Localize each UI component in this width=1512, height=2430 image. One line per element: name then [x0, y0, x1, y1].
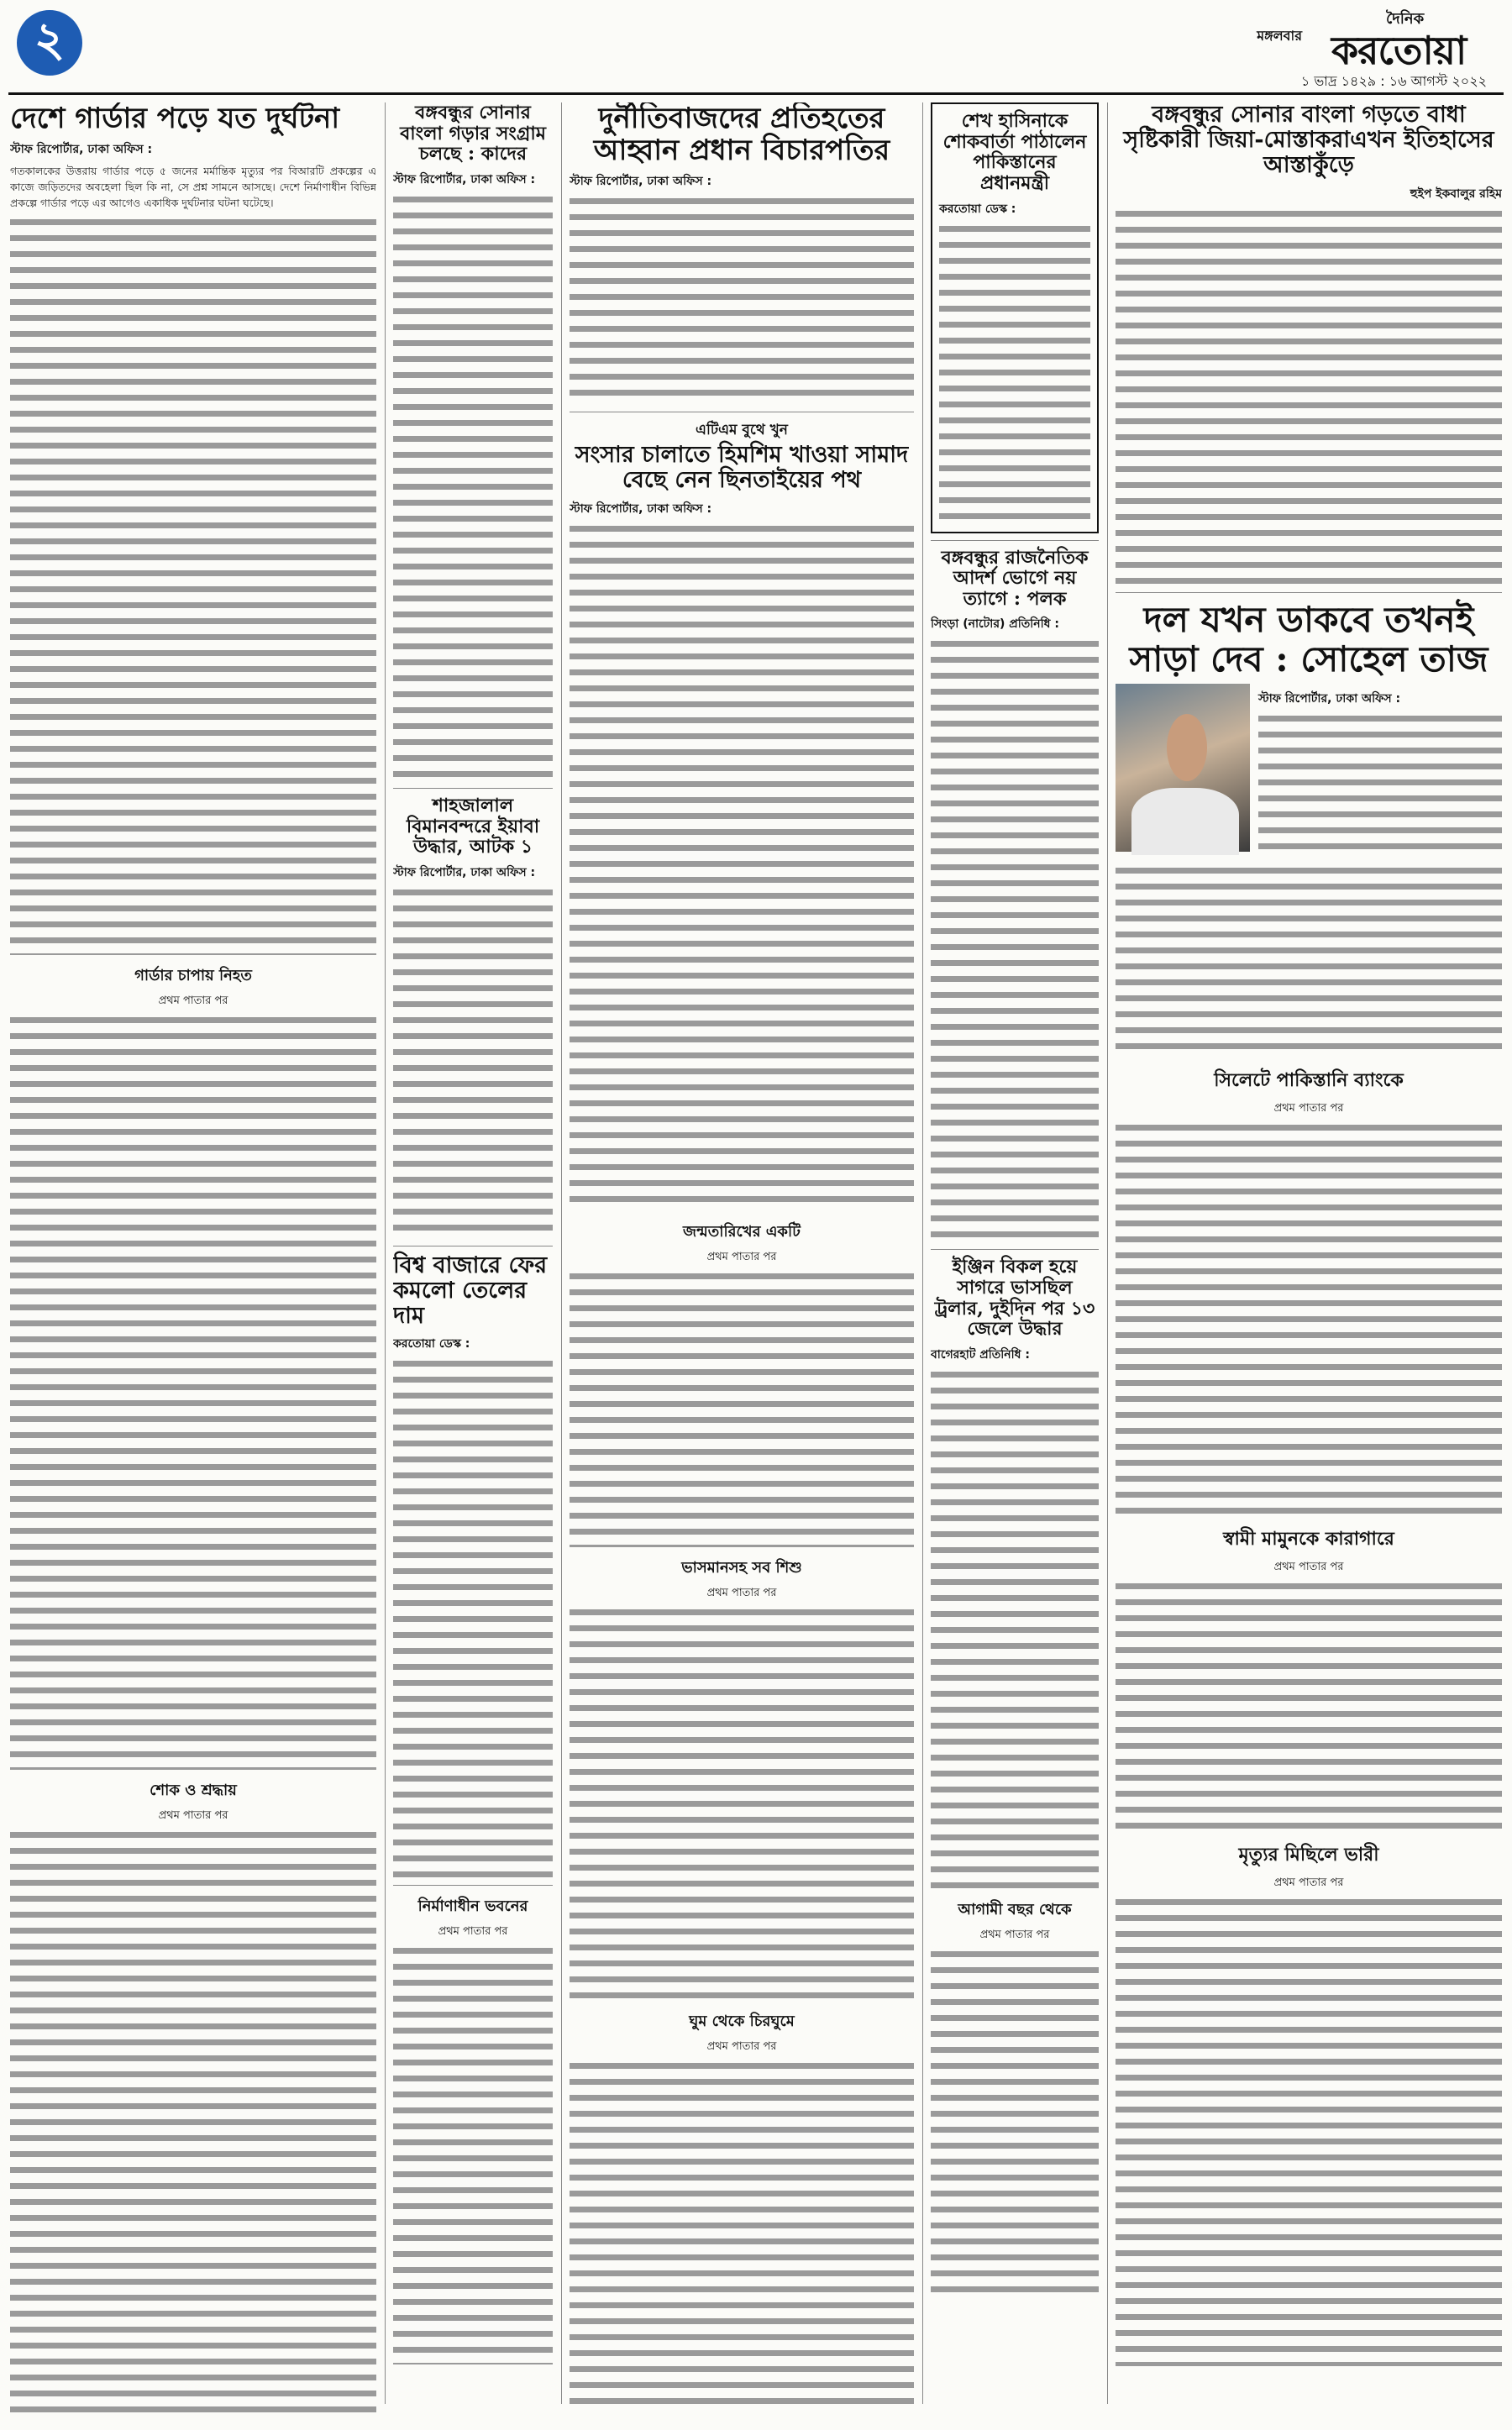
subhead: ঘুম থেকে চিরঘুমে — [689, 2012, 795, 2030]
column-rule — [922, 102, 923, 2404]
subhead: সিলেটে পাকিস্তানি ব্যাংকে — [1214, 1068, 1404, 1091]
article-birth-reg — [570, 1220, 914, 1547]
byline: স্টাফ রিপোর্টার, ঢাকা অফিস : — [570, 175, 712, 189]
subhead: স্বামী মামুনকে কারাগারে — [1223, 1527, 1394, 1550]
column-3 — [570, 102, 914, 2412]
subhead: শোক ও শ্রদ্ধায় — [150, 1782, 237, 1800]
headline: বঙ্গবন্ধুর সোনার বাংলা গড়ার সংগ্রাম চলছে : কাদের — [400, 102, 546, 165]
separator — [1116, 592, 1502, 593]
masthead — [0, 0, 1512, 97]
headline: দেশে গার্ডার পড়ে যত দুর্ঘটনা — [10, 102, 340, 135]
column-4 — [931, 102, 1099, 2412]
headline: বিশ্ব বাজারে ফের কমলো তেলের দাম — [393, 1252, 548, 1330]
byline: বাগেরহাট প্রতিনিধি : — [931, 1347, 1030, 1362]
headline: শাহজালাল বিমানবন্দরে ইয়াবা উদ্ধার, আটক ১ — [406, 794, 540, 858]
article-procession — [1116, 1840, 1502, 2366]
separator — [393, 1885, 553, 1886]
article-body-text — [393, 1357, 553, 1878]
article-body-text — [570, 1606, 914, 2001]
column-rule — [385, 102, 386, 2404]
continuation-label: প্রথম পাতার পর — [706, 2039, 777, 2053]
article-palak — [931, 548, 1099, 1243]
article-children — [570, 1556, 914, 2001]
headline: বঙ্গবন্ধুর রাজনৈতিক আদর্শ ভোগে নয় ত্যাগে : পলক — [941, 546, 1089, 610]
article-body-text — [931, 638, 1099, 1242]
article-yaba — [393, 795, 553, 1239]
article-body-text — [1116, 1121, 1502, 1516]
article-oil — [393, 1253, 553, 1879]
subhead: আগামী বছর থেকে — [958, 1900, 1072, 1918]
article-body-text — [10, 1829, 376, 2412]
separator — [931, 540, 1099, 541]
article-body-text — [570, 2060, 914, 2412]
article-body-text — [931, 1948, 1099, 2301]
continuation-label: প্রথম পাতার পর — [1273, 1876, 1344, 1889]
column-rule — [1107, 102, 1108, 2404]
article-next-year — [931, 1897, 1099, 2301]
subhead: জন্মতারিখের একটি — [683, 1222, 801, 1241]
article-pakistan-pm — [931, 102, 1099, 533]
headline: সংসার চালাতে হিমশিম খাওয়া সামাদ বেছে নেন ছিনতাইয়ের পথ — [575, 442, 909, 494]
byline: স্টাফ রিপোর্টার, ঢাকা অফিস : — [1258, 691, 1401, 706]
day-label: মঙ্গলবার — [1257, 28, 1302, 44]
headline: দুর্নীতিবাজদের প্রতিহতের আহ্বান প্রধান বিচারপতির — [593, 102, 890, 168]
article-body-text — [10, 216, 376, 955]
article-trawler — [931, 1257, 1099, 1889]
article-body-text — [570, 522, 914, 1211]
byline: স্টাফ রিপোর্টার, ঢাকা অফিস : — [393, 865, 536, 879]
article-husband — [1116, 1525, 1502, 1832]
column-rule — [561, 102, 562, 2404]
continuation-label: প্রথম পাতার পর — [979, 1928, 1050, 1941]
article-body-text — [10, 1014, 376, 1770]
article-body-text — [393, 193, 553, 781]
continuation-label: প্রথম পাতার পর — [438, 1925, 508, 1939]
continuation-label: প্রথম পাতার পর — [1273, 1101, 1344, 1115]
article-body-text — [931, 1368, 1099, 1889]
subhead: নির্মাণাধীন ভবনের — [417, 1897, 528, 1916]
column-2 — [393, 102, 553, 2412]
article-guard-rail — [10, 102, 376, 2412]
article-bangabandhu-kader — [393, 102, 553, 781]
subhead: গার্ডার চাপায় নিহত — [134, 967, 252, 985]
article-body-text — [1116, 864, 1502, 1058]
separator — [931, 1249, 1099, 1250]
article-body-text — [393, 1945, 553, 2364]
continuation-label: প্রথম পাতার পর — [158, 1809, 228, 1823]
kicker: এটিএম বুথে খুন — [696, 422, 788, 439]
article-body-text — [393, 886, 553, 1239]
article-body-text — [1116, 1896, 1502, 2366]
masthead-rule — [8, 92, 1504, 95]
byline: স্টাফ রিপোর্টার, ঢাকা অফিস : — [10, 143, 153, 157]
article-corruption — [570, 102, 914, 405]
article-body-text — [1116, 207, 1502, 585]
article-zia — [1116, 102, 1502, 585]
subhead: মৃত্যুর মিছিলে ভারী — [1238, 1843, 1379, 1866]
byline: সিংড়া (নাটোর) প্রতিনিধি : — [931, 617, 1059, 632]
headline: শেখ হাসিনাকে শোকবার্তা পাঠালেন পাকিস্তানের প্রধানমন্ত্রী — [942, 110, 1087, 194]
headline: বঙ্গবন্ধুর সোনার বাংলা গড়তে বাধা সৃষ্টিকারী জিয়া-মোস্তাকরাএখন ইতিহাসের আস্তাকুঁড়ে — [1123, 102, 1494, 179]
article-building — [393, 1894, 553, 2364]
article-body-text — [1116, 1580, 1502, 1832]
logo-title: করতোয়া — [1331, 28, 1467, 73]
byline: স্টাফ রিপোর্টার, ঢাকা অফিস : — [570, 501, 712, 516]
byline: করতোয়া ডেস্ক : — [393, 1337, 470, 1351]
subhead: ভাসমানসহ সব শিশু — [681, 1558, 802, 1577]
continuation-label: প্রথম পাতার পর — [1273, 1560, 1344, 1573]
article-atm — [570, 419, 914, 1210]
headline: ইঞ্জিন বিকল হয়ে সাগরে ভাসছিল ট্রলার, দুইদিন পর ১৩ জেলে উদ্ধার — [934, 1256, 1095, 1341]
byline: স্টাফ রিপোর্টার, ঢাকা অফিস : — [393, 172, 536, 186]
separator — [393, 788, 553, 789]
article-lede: গতকালকের উত্তরায় গার্ডার পড়ে ৫ জনের মর্মান্তিক মৃত্যুর পর বিআরটি প্রকল্পের এ কাজে জড়িতদের অবহেলা ছিল কি না, সে প্রশ্ন সামনে আসছে। দেশে নির্মাণাধীন বিভিন্ন প্রকল্পে গার্ডার পড়ে এর আগেও একাধিক দুর্ঘটনার ঘটনা ঘটেছে। — [10, 165, 376, 210]
byline: হুইপ ইকবালুর রহিম — [1410, 186, 1502, 201]
continuation-label: প্রথম পাতার পর — [706, 1250, 777, 1263]
continuation-label: প্রথম পাতার পর — [158, 995, 228, 1008]
article-bank — [1116, 1066, 1502, 1516]
continuation-label: প্রথম পাতার পর — [706, 1586, 777, 1599]
article-sohel-taj — [1116, 600, 1502, 1058]
article-body-text — [570, 195, 914, 405]
article-sleep — [570, 2009, 914, 2412]
byline: করতোয়া ডেস্ক : — [939, 202, 1016, 216]
headline: দল যখন ডাকবে তখনই সাড়া দেব : সোহেল তাজ — [1129, 598, 1488, 680]
article-body-text — [1258, 712, 1502, 859]
column-5 — [1116, 102, 1502, 2412]
article-body-text — [570, 1270, 914, 1547]
dateline: ১ ভাদ্র ১৪২৯ : ১৬ আগস্ট ২০২২ — [1300, 73, 1487, 89]
photo-sohel-taj — [1116, 684, 1250, 852]
page-number-badge: ২ — [17, 10, 82, 76]
logo-small-text: দৈনিক — [1386, 10, 1425, 28]
article-body-text — [939, 223, 1090, 525]
